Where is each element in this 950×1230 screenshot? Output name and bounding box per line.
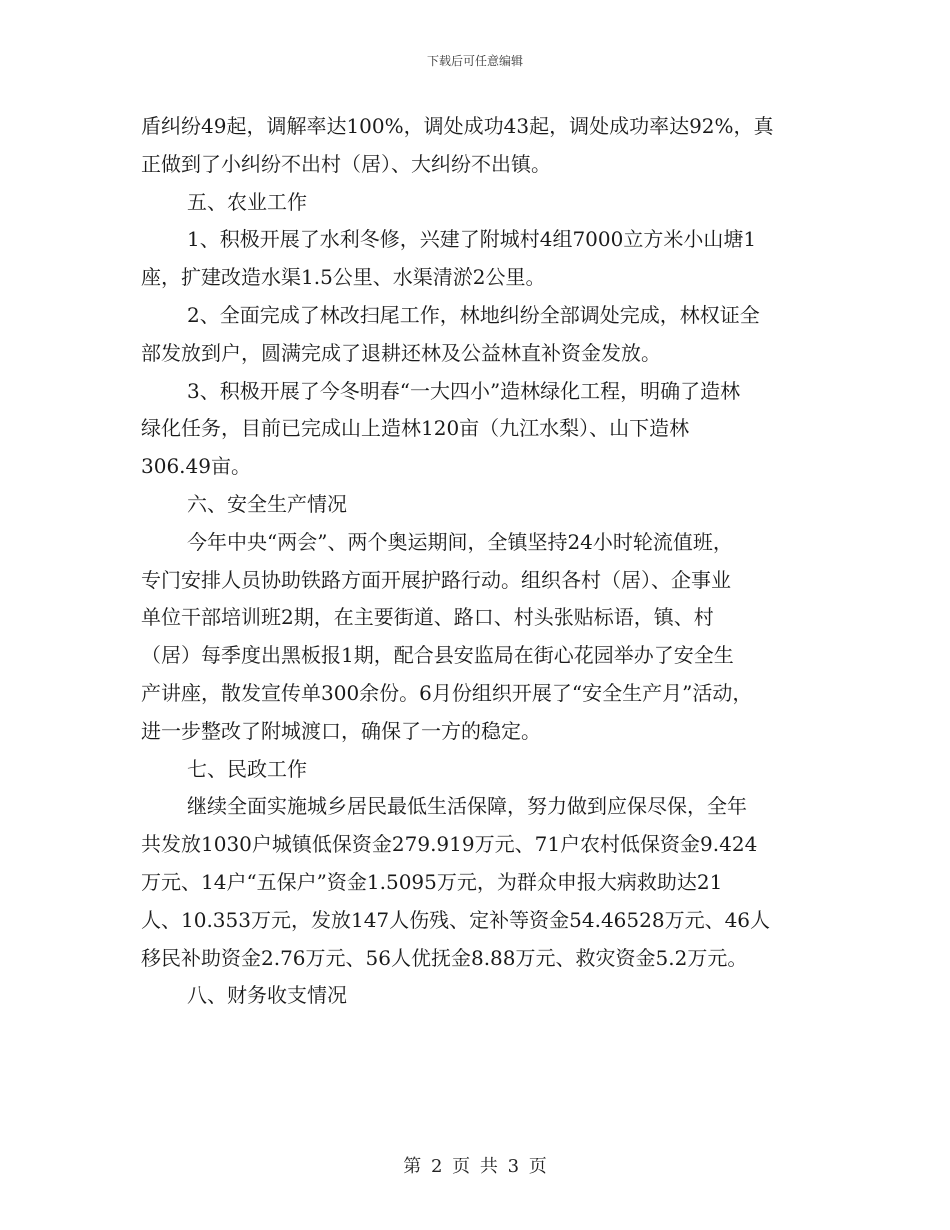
- text-line: 座，扩建改造水渠1.5公里、水渠清淤2公里。: [141, 265, 546, 290]
- text-line: 3、积极开展了今冬明春“一大四小”造林绿化工程，明确了造林: [187, 378, 741, 403]
- text-line: 绿化任务，目前已完成山上造林120亩（九江水梨）、山下造林: [141, 416, 690, 441]
- text-line: 306.49亩。: [141, 454, 251, 479]
- text-line: 盾纠纷49起，调解率达100%，调处成功43起，调处成功率达92%，真: [141, 114, 774, 138]
- text-line: 人、10.353万元，发放147人伤残、定补等资金54.46528万元、46人: [141, 907, 771, 932]
- text-line: 移民补助资金2.76万元、56人优抚金8.88万元、救灾资金5.2万元。: [141, 945, 748, 970]
- text-line: 1、积极开展了水利冬修，兴建了附城村4组7000立方米小山塘1: [187, 227, 757, 252]
- text-line: 七、民政工作: [187, 756, 307, 781]
- text-line: 五、农业工作: [187, 189, 307, 214]
- text-line: 2、全面完成了林改扫尾工作，林地纠纷全部调处完成，林权证全: [187, 302, 760, 327]
- text-line: 六、安全生产情况: [187, 491, 347, 516]
- text-line: 进一步整改了附城渡口，确保了一方的稳定。: [141, 718, 541, 743]
- text-line: 专门安排人员协助铁路方面开展护路行动。组织各村（居）、企事业: [141, 567, 731, 592]
- text-line: 万元、14户“五保户”资金1.5095万元，为群众申报大病救助达21: [141, 869, 723, 894]
- text-line: 共发放1030户城镇低保资金279.919万元、71户农村低保资金9.424: [141, 832, 758, 857]
- document-body: [141, 108, 821, 1015]
- text-line: 正做到了小纠纷不出村（居）、大纠纷不出镇。: [141, 151, 551, 176]
- text-line: 产讲座，散发宣传单300余份。6月份组织开展了“安全生产月”活动，: [141, 680, 753, 705]
- text-line: 八、财务收支情况: [187, 983, 347, 1008]
- page-header: 下载后可任意编辑: [426, 54, 523, 68]
- text-line: 今年中央“两会”、两个奥运期间，全镇坚持24小时轮流值班，: [187, 529, 733, 554]
- text-line: 单位干部培训班2期，在主要街道、路口、村头张贴标语，镇、村: [141, 605, 714, 630]
- text-line: （居）每季度出黑板报1期，配合县安监局在街心花园举办了安全生: [141, 643, 734, 668]
- text-line: 继续全面实施城乡居民最低生活保障，努力做到应保尽保，全年: [187, 794, 747, 819]
- page-footer: 第 2 页 共 3 页: [403, 1156, 547, 1177]
- text-line: 部发放到户，圆满完成了退耕还林及公益林直补资金发放。: [141, 340, 661, 365]
